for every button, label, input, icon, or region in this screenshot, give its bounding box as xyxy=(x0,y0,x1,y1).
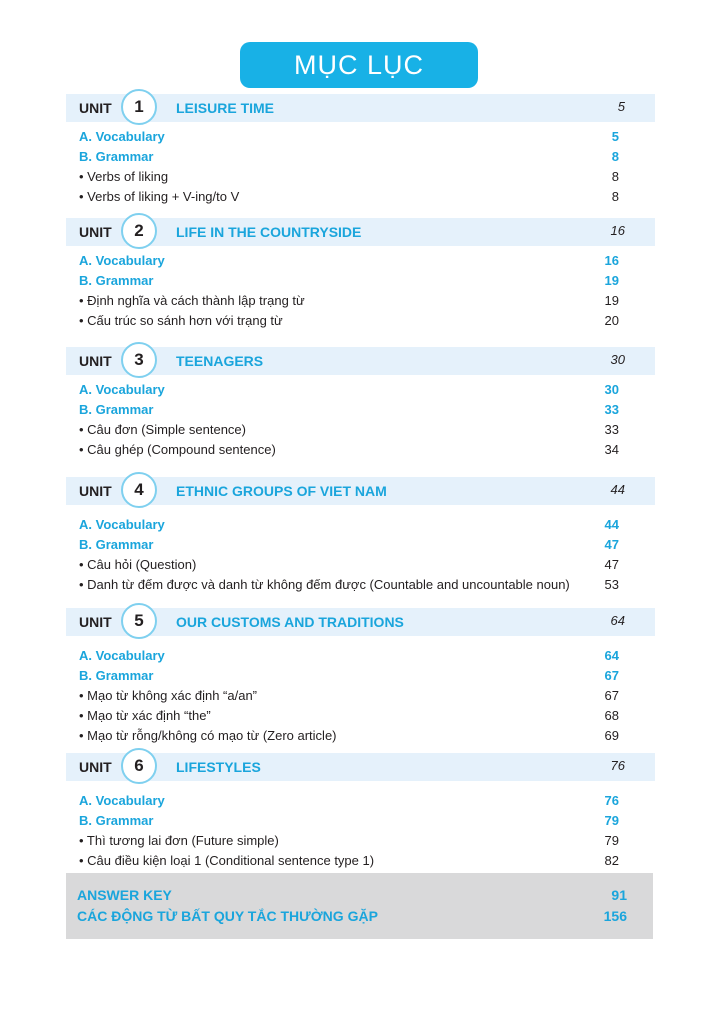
unit-block-2 xyxy=(66,218,655,331)
entry-page: 16 xyxy=(604,253,619,268)
unit-number-badge: 4 xyxy=(121,472,157,508)
entry-label: • Câu ghép (Compound sentence) xyxy=(79,442,276,457)
entry-page: 68 xyxy=(604,708,619,723)
toc-entry-vocabulary[interactable] xyxy=(66,380,655,400)
entry-page: 47 xyxy=(604,537,619,552)
entry-label: • Câu điều kiện loại 1 (Conditional sentence type 1) xyxy=(79,853,375,868)
entry-label: • Mạo từ rỗng/không có mạo từ (Zero article) xyxy=(79,728,337,743)
unit-label: UNIT xyxy=(79,483,112,499)
entry-label: • Định nghĩa và cách thành lập trạng từ xyxy=(79,293,305,308)
unit-title: ETHNIC GROUPS OF VIET NAM xyxy=(176,483,387,499)
unit-number-badge: 3 xyxy=(121,342,157,378)
unit-title: LEISURE TIME xyxy=(176,100,275,116)
unit-page-number: 5 xyxy=(617,99,625,114)
toc-entry-answer-key[interactable] xyxy=(77,885,627,905)
entry-label: • Danh từ đếm được và danh từ không đếm được (Countable and uncountable noun) xyxy=(79,577,570,592)
entry-page: 156 xyxy=(603,908,627,924)
unit-header[interactable] xyxy=(66,753,655,781)
entry-label: • Câu hỏi (Question) xyxy=(79,557,197,572)
entry-label: B. Grammar xyxy=(79,402,154,417)
entry-page: 33 xyxy=(604,422,619,437)
unit-block-6 xyxy=(66,753,655,871)
toc-entry-topic[interactable] xyxy=(66,575,655,595)
entry-page: 8 xyxy=(611,169,619,184)
unit-title: TEENAGERS xyxy=(176,353,264,369)
toc-entry-topic[interactable] xyxy=(66,686,655,706)
unit-block-3 xyxy=(66,347,655,460)
entry-page: 79 xyxy=(604,813,619,828)
entry-page: 19 xyxy=(604,273,619,288)
entry-page: 91 xyxy=(611,887,627,903)
toc-entry-grammar[interactable] xyxy=(66,666,655,686)
toc-entry-grammar[interactable] xyxy=(66,271,655,291)
unit-header[interactable] xyxy=(66,477,655,505)
toc-entry-topic[interactable] xyxy=(66,831,655,851)
entry-page: 64 xyxy=(604,648,619,663)
toc-entry-topic[interactable] xyxy=(66,291,655,311)
appendix-box xyxy=(66,873,653,939)
entry-label: • Verbs of liking xyxy=(79,169,169,184)
unit-label: UNIT xyxy=(79,224,112,240)
unit-number-badge: 5 xyxy=(121,603,157,639)
unit-title: OUR CUSTOMS AND TRADITIONS xyxy=(176,614,404,630)
toc-entry-vocabulary[interactable] xyxy=(66,127,655,147)
entry-label: CÁC ĐỘNG TỪ BẤT QUY TẮC THƯỜNG GẶP xyxy=(77,908,378,924)
toc-entry-grammar[interactable] xyxy=(66,535,655,555)
entry-label: • Cấu trúc so sánh hơn với trạng từ xyxy=(79,313,283,328)
unit-title: LIFESTYLES xyxy=(176,759,261,775)
entry-page: 20 xyxy=(604,313,619,328)
entry-label: A. Vocabulary xyxy=(79,517,165,532)
unit-page-number: 30 xyxy=(610,352,625,367)
toc-entry-topic[interactable] xyxy=(66,726,655,746)
entry-page: 82 xyxy=(604,853,619,868)
entry-label: B. Grammar xyxy=(79,273,154,288)
toc-entry-vocabulary[interactable] xyxy=(66,515,655,535)
entry-label: ANSWER KEY xyxy=(77,887,172,903)
entry-page: 33 xyxy=(604,402,619,417)
entry-page: 8 xyxy=(611,149,619,164)
toc-entry-grammar[interactable] xyxy=(66,811,655,831)
unit-page-number: 76 xyxy=(610,758,625,773)
toc-entry-vocabulary[interactable] xyxy=(66,791,655,811)
entry-page: 30 xyxy=(604,382,619,397)
toc-entry-topic[interactable] xyxy=(66,187,655,207)
entry-page: 53 xyxy=(604,577,619,592)
entry-label: • Mạo từ không xác định “a/an” xyxy=(79,688,258,703)
entry-page: 67 xyxy=(604,688,619,703)
entry-page: 5 xyxy=(611,129,619,144)
entry-page: 8 xyxy=(611,189,619,204)
unit-page-number: 44 xyxy=(610,482,625,497)
toc-entry-topic[interactable] xyxy=(66,706,655,726)
entry-page: 47 xyxy=(604,557,619,572)
toc-entry-irregular-verbs[interactable] xyxy=(77,906,627,926)
unit-label: UNIT xyxy=(79,614,112,630)
toc-entry-topic[interactable] xyxy=(66,420,655,440)
unit-number-badge: 2 xyxy=(121,213,157,249)
entry-page: 19 xyxy=(604,293,619,308)
unit-block-5 xyxy=(66,608,655,746)
toc-entry-topic[interactable] xyxy=(66,311,655,331)
toc-entry-topic[interactable] xyxy=(66,851,655,871)
entry-page: 67 xyxy=(604,668,619,683)
unit-block-4 xyxy=(66,477,655,595)
entry-page: 44 xyxy=(604,517,619,532)
entry-label: A. Vocabulary xyxy=(79,129,165,144)
unit-number-badge: 1 xyxy=(121,89,157,125)
entry-page: 76 xyxy=(604,793,619,808)
unit-header[interactable] xyxy=(66,608,655,636)
toc-entry-vocabulary[interactable] xyxy=(66,251,655,271)
unit-header[interactable] xyxy=(66,218,655,246)
entry-label: A. Vocabulary xyxy=(79,648,165,663)
entry-label: B. Grammar xyxy=(79,668,154,683)
entry-label: • Câu đơn (Simple sentence) xyxy=(79,422,246,437)
entry-label: B. Grammar xyxy=(79,537,154,552)
entry-page: 69 xyxy=(604,728,619,743)
entry-label: A. Vocabulary xyxy=(79,382,165,397)
entry-label: B. Grammar xyxy=(79,149,154,164)
unit-page-number: 64 xyxy=(610,613,625,628)
entry-label: B. Grammar xyxy=(79,813,154,828)
unit-number-badge: 6 xyxy=(121,748,157,784)
unit-header[interactable] xyxy=(66,347,655,375)
entry-label: A. Vocabulary xyxy=(79,253,165,268)
entry-label: • Thì tương lai đơn (Future simple) xyxy=(79,833,279,848)
entry-label: A. Vocabulary xyxy=(79,793,165,808)
unit-page-number: 16 xyxy=(610,223,625,238)
unit-header[interactable] xyxy=(66,94,655,122)
unit-label: UNIT xyxy=(79,353,112,369)
unit-label: UNIT xyxy=(79,100,112,116)
toc-entry-vocabulary[interactable] xyxy=(66,646,655,666)
toc-entry-grammar[interactable] xyxy=(66,147,655,167)
page-title: MỤC LỤC xyxy=(240,42,478,88)
toc-entry-grammar[interactable] xyxy=(66,400,655,420)
unit-block-1 xyxy=(66,94,655,207)
entry-page: 34 xyxy=(604,442,619,457)
unit-label: UNIT xyxy=(79,759,112,775)
toc-entry-topic[interactable] xyxy=(66,167,655,187)
entry-label: • Verbs of liking + V-ing/to V xyxy=(79,189,240,204)
entry-label: • Mạo từ xác định “the” xyxy=(79,708,211,723)
toc-entry-topic[interactable] xyxy=(66,440,655,460)
entry-page: 79 xyxy=(604,833,619,848)
toc-entry-topic[interactable] xyxy=(66,555,655,575)
unit-title: LIFE IN THE COUNTRYSIDE xyxy=(176,224,362,240)
